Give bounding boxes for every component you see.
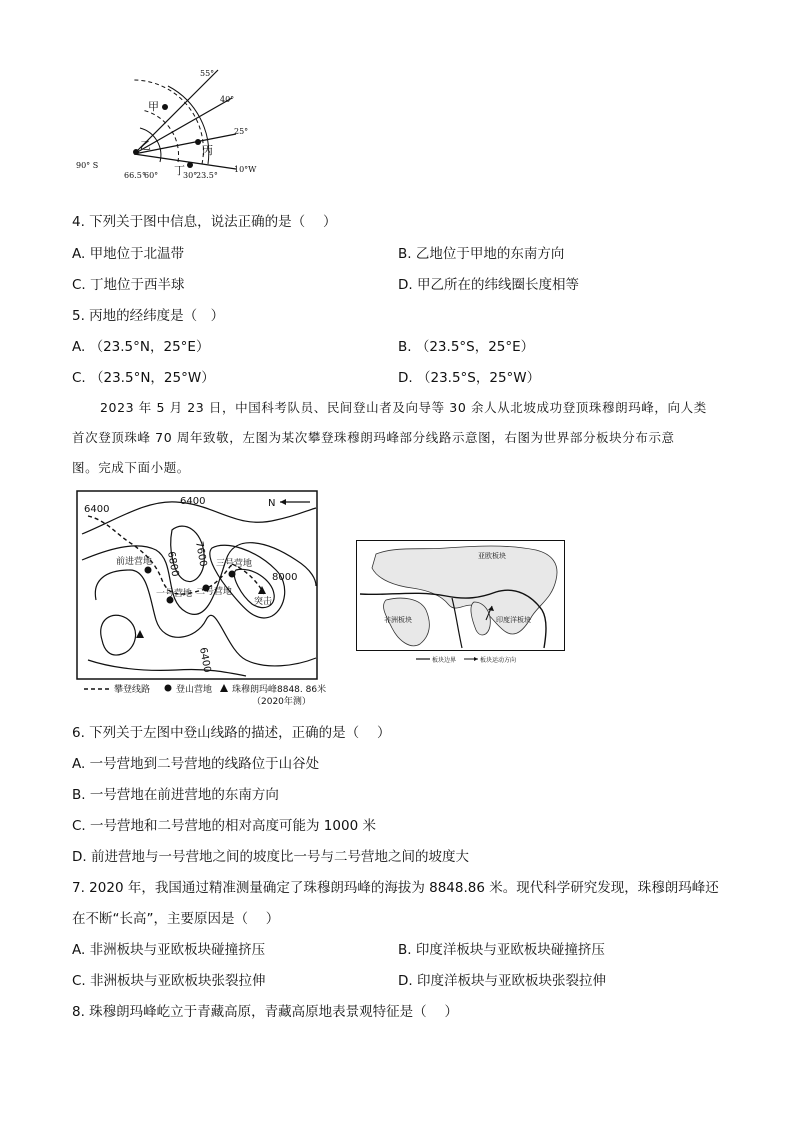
camp-1: 一号营地 xyxy=(156,589,193,599)
q4-option-c[interactable]: C. 丁地位于西半球 xyxy=(72,277,185,293)
q4-option-b[interactable]: B. 乙地位于甲地的东南方向 xyxy=(398,246,565,262)
lat-long-figure xyxy=(70,62,270,180)
plate-map xyxy=(356,540,568,664)
passage-line-3: 图。完成下面小题。 xyxy=(72,460,190,475)
lat-label-25: 25° xyxy=(234,127,249,136)
question-6-stem: 6. 下列关于左图中登山线路的描述，正确的是（ ） xyxy=(72,725,391,741)
q6-option-c[interactable]: C. 一号营地和二号营地的相对高度可能为 1000 米 xyxy=(72,818,376,834)
contour-6400-c: 6400 xyxy=(197,646,213,674)
passage-line-1: 2023 年 5 月 23 日，中国科考队员、民间登山者及向导等 30 余人从北坡成功登顶珠穆朗玛峰，向人类 xyxy=(100,400,707,415)
q7-option-c[interactable]: C. 非洲板块与亚欧板块张裂拉伸 xyxy=(72,973,266,989)
legend-camp: 登山营地 xyxy=(176,685,213,695)
camp-3: 三号营地 xyxy=(216,559,253,569)
north-label: N xyxy=(268,498,276,509)
bottom-label-235: 23.5° xyxy=(196,171,218,180)
contour-7600: 7600 xyxy=(193,540,209,568)
contour-6800: 6800 xyxy=(165,550,181,578)
q7-option-d[interactable]: D. 印度洋板块与亚欧板块张裂拉伸 xyxy=(398,973,606,989)
q5-option-b[interactable]: B. （23.5°S，25°E） xyxy=(398,339,535,355)
q7-option-a[interactable]: A. 非洲板块与亚欧板块碰撞挤压 xyxy=(72,942,266,958)
question-5-stem: 5. 丙地的经纬度是（ ） xyxy=(72,308,225,324)
q6-option-d[interactable]: D. 前进营地与一号营地之间的坡度比一号与二号营地之间的坡度大 xyxy=(72,849,469,865)
point-yi: 乙 xyxy=(140,139,151,152)
plate-african: 非洲板块 xyxy=(384,616,412,624)
left-label: 90° S xyxy=(76,161,99,170)
camp-2: 二号营地 xyxy=(196,587,233,597)
q5-option-c[interactable]: C. （23.5°N，25°W） xyxy=(72,370,215,386)
lat-label-55: 55° xyxy=(200,69,215,78)
climbing-route-map xyxy=(76,490,344,708)
passage xyxy=(72,393,732,483)
plate-indo: 印度洋板块 xyxy=(496,616,531,624)
camp-advance: 前进营地 xyxy=(116,557,153,567)
q6-option-b[interactable]: B. 一号营地在前进营地的东南方向 xyxy=(72,787,279,803)
q7-option-b[interactable]: B. 印度洋板块与亚欧板块碰撞挤压 xyxy=(398,942,605,958)
lat-label-40: 40° xyxy=(220,95,235,104)
plate-eurasian: 亚欧板块 xyxy=(478,552,506,560)
q6-option-a[interactable]: A. 一号营地到二号营地的线路位于山谷处 xyxy=(72,756,320,772)
legend-motion: 板块运动方向 xyxy=(480,657,517,664)
contour-6400-a: 6400 xyxy=(84,504,110,515)
legend-boundary: 板块边界 xyxy=(432,657,457,664)
question-7-stem-2: 在不断“长高”，主要原因是（ ） xyxy=(72,911,280,927)
point-bing: 丙 xyxy=(202,144,213,157)
legend-peak-note: （2020年测） xyxy=(252,697,311,707)
q5-option-d[interactable]: D. （23.5°S，25°W） xyxy=(398,370,541,386)
passage-line-2: 首次登顶珠峰 70 周年致敬，左图为某次攀登珠穆朗玛峰部分线路示意图，右图为世界部分板块分布示意 xyxy=(72,430,675,445)
bottom-label-60: 60° xyxy=(144,171,159,180)
question-7-stem-1: 7. 2020 年，我国通过精准测量确定了珠穆朗玛峰的海拔为 8848.86 米。现代科学研究发现，珠穆朗玛峰还 xyxy=(72,880,719,896)
q4-option-a[interactable]: A. 甲地位于北温带 xyxy=(72,246,185,262)
contour-8000: 8000 xyxy=(272,572,298,583)
point-jia: 甲 xyxy=(148,100,159,113)
camp-summit: 突击 xyxy=(254,597,273,607)
legend-peak: 珠穆朗玛峰8848. 86米 xyxy=(232,685,327,695)
question-8-stem: 8. 珠穆朗玛峰屹立于青藏高原，青藏高原地表景观特征是（ ） xyxy=(72,1004,458,1020)
legend-route: 攀登线路 xyxy=(114,685,151,695)
contour-6400-b: 6400 xyxy=(180,496,206,507)
point-ding: 丁 xyxy=(174,164,185,177)
bottom-label-30: 30° xyxy=(183,171,198,180)
lat-label-10w: 10°W xyxy=(234,165,257,174)
question-4-stem: 4. 下列关于图中信息，说法正确的是（ ） xyxy=(72,214,337,230)
q5-option-a[interactable]: A. （23.5°N，25°E） xyxy=(72,339,210,355)
bottom-label-665: 66.5° xyxy=(124,171,146,180)
q4-option-d[interactable]: D. 甲乙所在的纬线圈长度相等 xyxy=(398,277,579,293)
